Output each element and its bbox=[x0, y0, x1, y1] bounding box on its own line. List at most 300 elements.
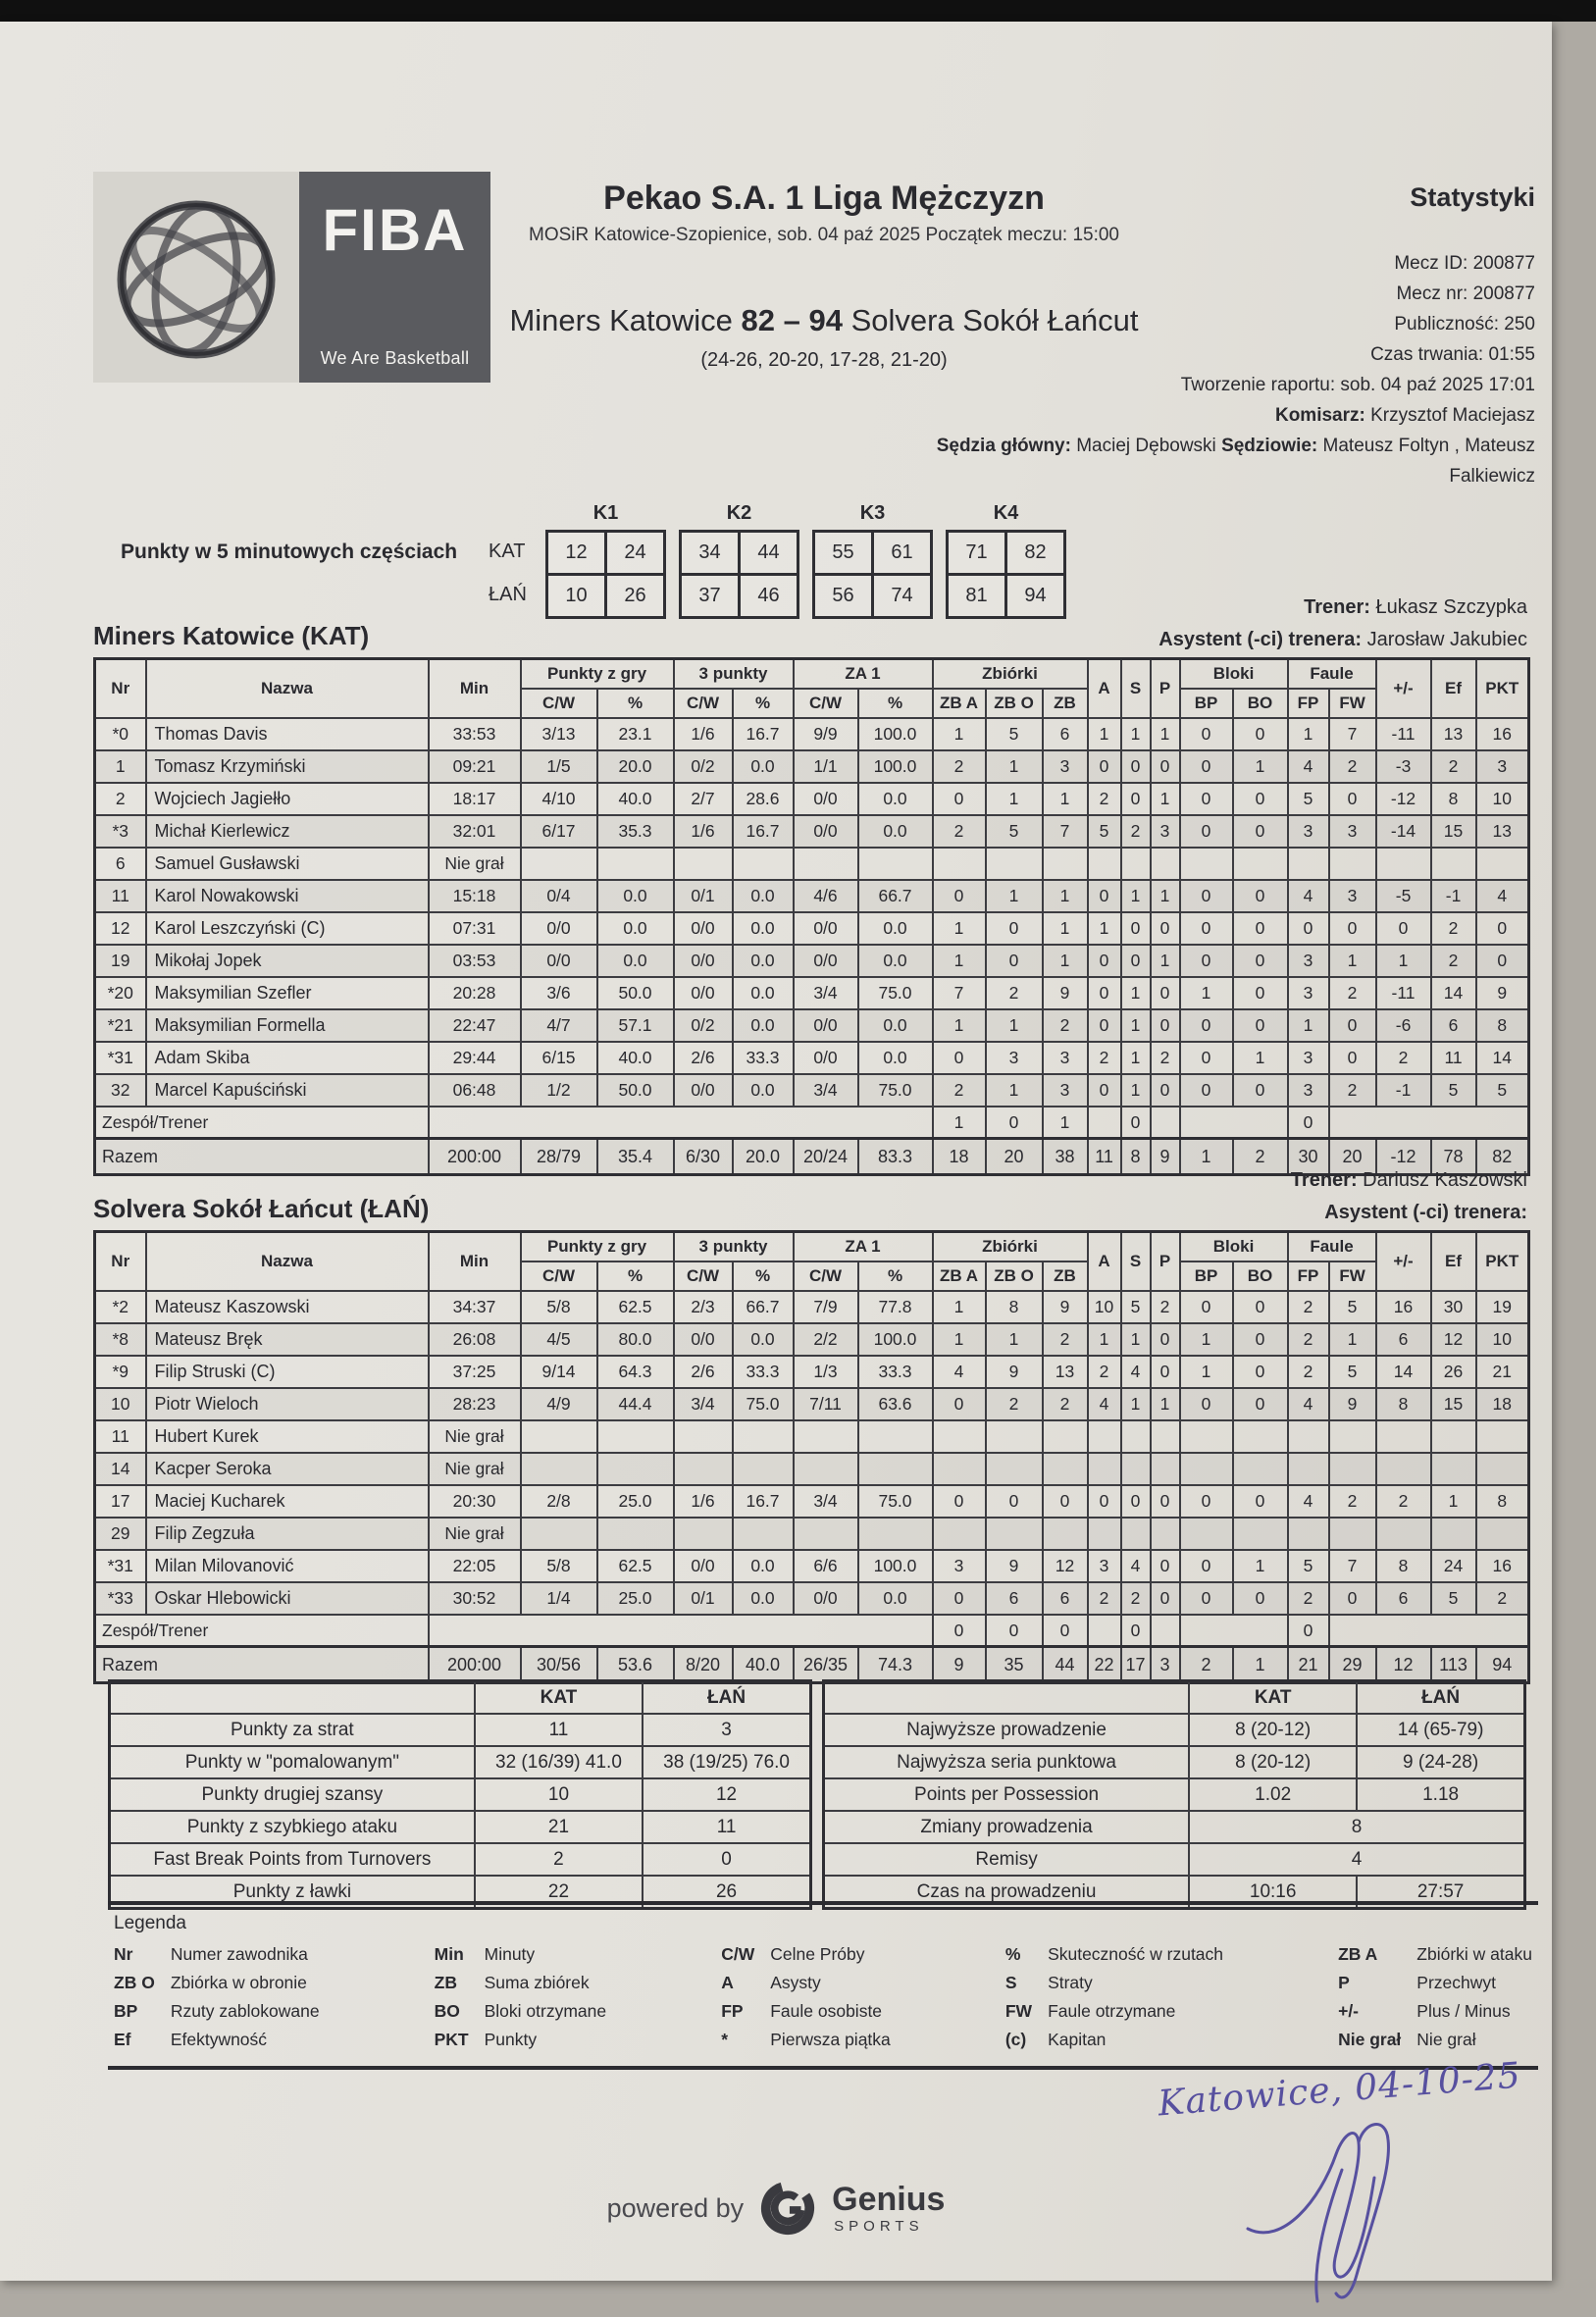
stat-cell: 13 bbox=[1043, 1356, 1088, 1388]
stat-cell: 0 bbox=[1151, 912, 1180, 945]
player-row bbox=[95, 1042, 1529, 1074]
stat-cell: 21 bbox=[1476, 1356, 1529, 1388]
stat-cell bbox=[1233, 1420, 1288, 1453]
stat-cell: 2 bbox=[1121, 1582, 1151, 1615]
totals-stat-cell: 9 bbox=[1151, 1139, 1180, 1175]
totals-stat-cell: 11 bbox=[1088, 1139, 1121, 1175]
stat-cell: 44.4 bbox=[597, 1388, 674, 1420]
stat-cell bbox=[1431, 848, 1476, 880]
stat-cell: 1/1 bbox=[794, 750, 858, 783]
legend-abbr: C/W bbox=[721, 1944, 755, 1964]
stat-cell: 0.0 bbox=[858, 815, 933, 848]
stat-cell: 3 bbox=[1043, 1074, 1088, 1107]
player-number: 14 bbox=[95, 1453, 146, 1485]
fiba-wordmark: FIBA bbox=[322, 197, 468, 263]
blank-cell bbox=[1151, 1107, 1180, 1139]
stat-cell: 0 bbox=[986, 945, 1043, 977]
player-name: Maksymilian Formella bbox=[146, 1009, 429, 1042]
stat-cell: 0 bbox=[986, 1485, 1043, 1518]
stat-cell: 0/0 bbox=[794, 912, 858, 945]
stat-cell: 2 bbox=[933, 750, 986, 783]
stat-cell bbox=[1180, 1453, 1233, 1485]
column-subheader: ZB A bbox=[933, 689, 986, 718]
stat-cell bbox=[933, 1453, 986, 1485]
stat-cell: 9 bbox=[1043, 1291, 1088, 1323]
minutes-cell: 28:23 bbox=[429, 1388, 521, 1420]
genius-label: Genius bbox=[832, 2181, 946, 2218]
stat-cell: 0 bbox=[1180, 1388, 1233, 1420]
comparison-header bbox=[824, 1681, 1190, 1715]
comparison-table-leads bbox=[822, 1679, 1526, 1910]
legend-abbr: * bbox=[721, 2030, 728, 2049]
player-number: *31 bbox=[95, 1042, 146, 1074]
totals-stat-cell: 2 bbox=[1233, 1139, 1288, 1175]
comparison-label: Points per Possession bbox=[824, 1778, 1190, 1811]
column-subheader: C/W bbox=[521, 1261, 597, 1291]
quarter-scores-inline: (24-26, 20-20, 17-28, 21-20) bbox=[700, 349, 948, 371]
stat-cell: 75.0 bbox=[858, 1074, 933, 1107]
player-name: Maksymilian Szefler bbox=[146, 977, 429, 1009]
stat-cell: 1 bbox=[1088, 1323, 1121, 1356]
stat-cell: 0 bbox=[1151, 1323, 1180, 1356]
stat-cell: 1 bbox=[933, 1291, 986, 1323]
stat-cell bbox=[1088, 1453, 1121, 1485]
stat-cell: 3/4 bbox=[794, 977, 858, 1009]
column-subheader: % bbox=[597, 1261, 674, 1291]
minutes-cell: 37:25 bbox=[429, 1356, 521, 1388]
stat-cell bbox=[1376, 1453, 1431, 1485]
comparison-kat-value: 10 bbox=[475, 1778, 643, 1811]
stat-cell bbox=[1431, 1453, 1476, 1485]
stat-cell: 1 bbox=[1180, 977, 1233, 1009]
legend-abbr: FP bbox=[721, 2001, 744, 2021]
legend-abbr: BP bbox=[114, 2001, 138, 2021]
totals-stat-cell: 38 bbox=[1043, 1139, 1088, 1175]
stat-cell bbox=[858, 848, 933, 880]
stat-cell bbox=[858, 1518, 933, 1550]
stat-cell: 75.0 bbox=[733, 1388, 794, 1420]
stat-cell: 16.7 bbox=[733, 815, 794, 848]
column-group-header: P bbox=[1151, 659, 1180, 719]
player-name: Karol Leszczyński (C) bbox=[146, 912, 429, 945]
column-subheader: FW bbox=[1329, 1261, 1376, 1291]
box-score-table bbox=[93, 1230, 1530, 1684]
stat-cell: 1/6 bbox=[674, 718, 733, 750]
stat-cell: 5 bbox=[1329, 1356, 1376, 1388]
stat-cell bbox=[1180, 848, 1233, 880]
stat-cell bbox=[1233, 848, 1288, 880]
stat-cell: 4 bbox=[1288, 750, 1329, 783]
stat-cell: 3 bbox=[1088, 1550, 1121, 1582]
stat-cell: 0 bbox=[1329, 1042, 1376, 1074]
period-label: K3 bbox=[859, 502, 886, 524]
stat-cell: 0 bbox=[1151, 977, 1180, 1009]
venue-date-line: MOSiR Katowice-Szopienice, sob. 04 paź 2025 Początek meczu: 15:00 bbox=[529, 225, 1119, 245]
stat-cell: 1 bbox=[986, 1009, 1043, 1042]
legend-definition: Kapitan bbox=[1048, 2030, 1107, 2049]
blank-cell bbox=[1151, 1615, 1180, 1647]
stat-cell: 3/4 bbox=[674, 1388, 733, 1420]
comparison-lan-value: 3 bbox=[643, 1714, 810, 1746]
league-title: Pekao S.A. 1 Liga Mężczyzn bbox=[603, 180, 1045, 217]
stat-cell: 1 bbox=[1151, 945, 1180, 977]
totals-stat-cell: 18 bbox=[933, 1139, 986, 1175]
stat-cell: 23.1 bbox=[597, 718, 674, 750]
legend-definition: Skuteczność w rzutach bbox=[1048, 1944, 1224, 1964]
duration-line: Czas trwania: 01:55 bbox=[1370, 344, 1535, 365]
stat-cell bbox=[597, 1453, 674, 1485]
legend-abbr: ZB bbox=[434, 1973, 457, 1992]
stat-cell: 3 bbox=[986, 1042, 1043, 1074]
stat-cell: 100.0 bbox=[858, 1323, 933, 1356]
stat-cell: 100.0 bbox=[858, 750, 933, 783]
totals-stat-cell: 9 bbox=[933, 1647, 986, 1683]
stat-cell: 10 bbox=[1476, 1323, 1529, 1356]
player-row bbox=[95, 1453, 1529, 1485]
stat-cell: 0 bbox=[1043, 1485, 1088, 1518]
stat-cell: 8 bbox=[1476, 1485, 1529, 1518]
stat-cell: 16 bbox=[1476, 1550, 1529, 1582]
stat-cell: 0 bbox=[1121, 912, 1151, 945]
stat-cell bbox=[674, 1518, 733, 1550]
stat-cell: 1 bbox=[1121, 880, 1151, 912]
legend-abbr: ZB A bbox=[1338, 1944, 1378, 1964]
stat-cell: 2 bbox=[1088, 1356, 1121, 1388]
player-name: Piotr Wieloch bbox=[146, 1388, 429, 1420]
quarter-score-cell: 94 bbox=[1006, 575, 1065, 618]
blank-cell bbox=[1180, 1107, 1288, 1139]
stat-cell: 0 bbox=[1088, 945, 1121, 977]
stat-cell bbox=[1151, 1420, 1180, 1453]
legend-definition: Straty bbox=[1048, 1973, 1093, 1992]
stat-cell bbox=[1288, 1518, 1329, 1550]
stat-cell: 16.7 bbox=[733, 1485, 794, 1518]
player-name: Mateusz Bręk bbox=[146, 1323, 429, 1356]
stat-cell: 1/4 bbox=[521, 1582, 597, 1615]
stat-cell bbox=[1288, 848, 1329, 880]
stat-cell bbox=[794, 1518, 858, 1550]
stat-cell: 1 bbox=[1288, 718, 1329, 750]
stat-cell: 0 bbox=[1151, 1356, 1180, 1388]
minutes-cell: 03:53 bbox=[429, 945, 521, 977]
player-row bbox=[95, 718, 1529, 750]
stat-cell: 50.0 bbox=[597, 1074, 674, 1107]
stat-cell: 0.0 bbox=[733, 912, 794, 945]
quarter-score-cell: 34 bbox=[681, 532, 740, 575]
stat-cell: 0 bbox=[933, 880, 986, 912]
stat-cell: 2 bbox=[1431, 945, 1476, 977]
stat-cell: 6 bbox=[1376, 1582, 1431, 1615]
stat-cell: 8 bbox=[1376, 1388, 1431, 1420]
column-subheader: % bbox=[733, 689, 794, 718]
minutes-cell: 22:05 bbox=[429, 1550, 521, 1582]
totals-stat-cell: 29 bbox=[1329, 1647, 1376, 1683]
stat-cell: 64.3 bbox=[597, 1356, 674, 1388]
stat-cell: 1 bbox=[1233, 1550, 1288, 1582]
legend-abbr: PKT bbox=[434, 2030, 469, 2049]
stat-cell: 0/0 bbox=[794, 783, 858, 815]
stat-cell: 3 bbox=[1043, 750, 1088, 783]
stat-cell: 0/0 bbox=[674, 1323, 733, 1356]
stat-cell: 2 bbox=[1043, 1009, 1088, 1042]
team-row-label: Zespół/Trener bbox=[95, 1107, 429, 1139]
comparison-row bbox=[824, 1714, 1525, 1746]
player-name: Mateusz Kaszowski bbox=[146, 1291, 429, 1323]
stat-cell: 3 bbox=[1329, 815, 1376, 848]
player-row bbox=[95, 750, 1529, 783]
column-group-header: +/- bbox=[1376, 1232, 1431, 1292]
column-group-header: Bloki bbox=[1180, 659, 1288, 690]
player-row bbox=[95, 1582, 1529, 1615]
totals-stat-cell: 74.3 bbox=[858, 1647, 933, 1683]
player-number: *21 bbox=[95, 1009, 146, 1042]
stats-panel-title: Statystyki bbox=[1410, 182, 1535, 212]
stat-cell: 0 bbox=[1151, 1550, 1180, 1582]
assistant-line: Asystent (-ci) trenera: bbox=[1324, 1202, 1527, 1223]
legend-definition: Asysty bbox=[770, 1973, 821, 1992]
legend-definition: Pierwsza piątka bbox=[770, 2030, 891, 2049]
basketball-wireframe-icon bbox=[93, 172, 299, 383]
team-zbo-cell: 0 bbox=[986, 1615, 1043, 1647]
player-row bbox=[95, 1074, 1529, 1107]
stat-cell: 0.0 bbox=[858, 945, 933, 977]
player-number: 10 bbox=[95, 1388, 146, 1420]
legend-definition: Numer zawodnika bbox=[170, 1944, 308, 1964]
column-group-header: Zbiórki bbox=[933, 1232, 1088, 1262]
legend-definition: Plus / Minus bbox=[1416, 2001, 1511, 2021]
stat-cell: 25.0 bbox=[597, 1582, 674, 1615]
totals-minutes: 200:00 bbox=[429, 1139, 521, 1175]
stat-cell bbox=[1288, 1453, 1329, 1485]
column-group-header: Nazwa bbox=[146, 1232, 429, 1292]
comparison-kat-value: 22 bbox=[475, 1876, 643, 1909]
totals-stat-cell: 35 bbox=[986, 1647, 1043, 1683]
stat-cell: 0/0 bbox=[794, 1042, 858, 1074]
comparison-label: Punkty w "pomalowanym" bbox=[110, 1746, 475, 1778]
stat-cell: 0.0 bbox=[733, 1582, 794, 1615]
stat-cell: 1 bbox=[1233, 750, 1288, 783]
comparison-header: KAT bbox=[1189, 1681, 1357, 1715]
legend-abbr: S bbox=[1004, 1973, 1017, 1992]
stat-cell: 0 bbox=[1233, 1582, 1288, 1615]
stat-cell: 0 bbox=[933, 1388, 986, 1420]
quarter-score-cell: 46 bbox=[740, 575, 798, 618]
stat-cell: 1 bbox=[1180, 1356, 1233, 1388]
totals-stat-cell: 12 bbox=[1376, 1647, 1431, 1683]
column-group-header: ZA 1 bbox=[794, 1232, 933, 1262]
comparison-label: Czas na prowadzeniu bbox=[824, 1876, 1190, 1909]
stat-cell: 0 bbox=[1233, 1074, 1288, 1107]
stat-cell: 1 bbox=[1121, 977, 1151, 1009]
stat-cell: 1/2 bbox=[521, 1074, 597, 1107]
minutes-cell: 33:53 bbox=[429, 718, 521, 750]
stat-cell: 1 bbox=[1121, 1323, 1151, 1356]
stat-cell: 0.0 bbox=[858, 1009, 933, 1042]
player-name: Michał Kierlewicz bbox=[146, 815, 429, 848]
home-team-name: Miners Katowice bbox=[509, 303, 733, 337]
stat-cell: -12 bbox=[1376, 783, 1431, 815]
stat-cell: 0/0 bbox=[674, 912, 733, 945]
legend-definition: Zbiórki w ataku bbox=[1416, 1944, 1532, 1964]
stat-cell: 0 bbox=[1288, 912, 1329, 945]
stat-cell: 6 bbox=[986, 1582, 1043, 1615]
stat-cell: 5 bbox=[1121, 1291, 1151, 1323]
comparison-label: Punkty drugiej szansy bbox=[110, 1778, 475, 1811]
stat-cell: 2 bbox=[933, 815, 986, 848]
stat-cell: 13 bbox=[1476, 815, 1529, 848]
comparison-lan-value: 27:57 bbox=[1357, 1876, 1524, 1909]
minutes-cell: 29:44 bbox=[429, 1042, 521, 1074]
stat-cell: 2 bbox=[933, 1074, 986, 1107]
stat-cell: 0 bbox=[1180, 912, 1233, 945]
assistant-line: Asystent (-ci) trenera: Jarosław Jakubiec bbox=[1158, 629, 1527, 650]
stat-cell: 3 bbox=[1288, 1042, 1329, 1074]
stat-cell: 1 bbox=[986, 880, 1043, 912]
stat-cell: 0 bbox=[933, 1042, 986, 1074]
stat-cell: 1 bbox=[933, 1009, 986, 1042]
stat-cell: 0 bbox=[1233, 783, 1288, 815]
quarters-team-kat: KAT bbox=[489, 541, 526, 562]
comparison-row bbox=[824, 1746, 1525, 1778]
stat-cell: -11 bbox=[1376, 718, 1431, 750]
stat-cell: 4 bbox=[1088, 1388, 1121, 1420]
stat-cell: 5 bbox=[1288, 1550, 1329, 1582]
column-group-header: Ef bbox=[1431, 1232, 1476, 1292]
stat-cell: 0/0 bbox=[674, 945, 733, 977]
column-group-header: Zbiórki bbox=[933, 659, 1088, 690]
comparison-header: KAT bbox=[475, 1681, 643, 1715]
player-name: Samuel Gusławski bbox=[146, 848, 429, 880]
stat-cell: 11 bbox=[1431, 1042, 1476, 1074]
player-number: 11 bbox=[95, 1420, 146, 1453]
stat-cell: 6/6 bbox=[794, 1550, 858, 1582]
handwritten-note: Katowice, 04-10-25 bbox=[1157, 2055, 1523, 2125]
blank-cell bbox=[1329, 1615, 1529, 1647]
stat-cell: 2 bbox=[1376, 1485, 1431, 1518]
stat-cell: 8 bbox=[1376, 1550, 1431, 1582]
comparison-kat-value: 8 (20-12) bbox=[1189, 1714, 1357, 1746]
stat-cell: 2 bbox=[1088, 1582, 1121, 1615]
sports-label: SPORTS bbox=[834, 2218, 924, 2235]
stat-cell: 0 bbox=[1233, 1323, 1288, 1356]
stat-cell bbox=[1043, 848, 1088, 880]
stat-cell: 25.0 bbox=[597, 1485, 674, 1518]
stat-cell: 0 bbox=[1180, 1550, 1233, 1582]
stat-cell bbox=[521, 1453, 597, 1485]
legend-column bbox=[1338, 1944, 1532, 2050]
stat-cell bbox=[1233, 1453, 1288, 1485]
comparison-lan-value: 12 bbox=[643, 1778, 810, 1811]
stat-cell: 1 bbox=[1121, 1042, 1151, 1074]
player-number: *31 bbox=[95, 1550, 146, 1582]
player-number: 2 bbox=[95, 783, 146, 815]
stat-cell: 50.0 bbox=[597, 977, 674, 1009]
stat-cell bbox=[674, 1453, 733, 1485]
comparison-label: Punkty z szybkiego ataku bbox=[110, 1811, 475, 1843]
stat-cell bbox=[1043, 1420, 1088, 1453]
totals-stat-cell: 3 bbox=[1151, 1647, 1180, 1683]
stat-cell: 30 bbox=[1431, 1291, 1476, 1323]
stat-cell: 1 bbox=[1121, 718, 1151, 750]
comparison-span-value: 4 bbox=[1189, 1843, 1524, 1876]
stat-cell bbox=[1288, 1420, 1329, 1453]
stat-cell: 0 bbox=[1233, 1388, 1288, 1420]
stat-cell: 1 bbox=[1043, 783, 1088, 815]
stat-cell: 0 bbox=[986, 912, 1043, 945]
stat-cell bbox=[1329, 1518, 1376, 1550]
stat-cell: 6 bbox=[1376, 1323, 1431, 1356]
column-subheader: % bbox=[858, 1261, 933, 1291]
stat-cell: 1 bbox=[986, 750, 1043, 783]
comparison-row bbox=[824, 1778, 1525, 1811]
player-name: Filip Struski (C) bbox=[146, 1356, 429, 1388]
totals-stat-cell: 1 bbox=[1180, 1139, 1233, 1175]
stat-cell bbox=[733, 1518, 794, 1550]
stat-cell: 1 bbox=[1151, 1388, 1180, 1420]
team-section-lan bbox=[93, 1169, 1527, 1684]
team-section-kat bbox=[93, 596, 1527, 1176]
totals-stat-cell: 94 bbox=[1476, 1647, 1529, 1683]
column-group-header: PKT bbox=[1476, 659, 1529, 719]
stat-cell: 62.5 bbox=[597, 1550, 674, 1582]
legend-definition: Efektywność bbox=[170, 2030, 268, 2049]
final-score: 82 – 94 bbox=[741, 303, 843, 337]
stat-cell: 4 bbox=[933, 1356, 986, 1388]
totals-stat-cell: 30 bbox=[1288, 1139, 1329, 1175]
stat-cell: 2 bbox=[1288, 1323, 1329, 1356]
player-number: 12 bbox=[95, 912, 146, 945]
column-subheader: BP bbox=[1180, 1261, 1233, 1291]
quarter-score-cell: 24 bbox=[606, 532, 665, 575]
column-group-header: 3 punkty bbox=[674, 1232, 794, 1262]
stat-cell: 0/0 bbox=[674, 1550, 733, 1582]
team-totals-row bbox=[95, 1615, 1529, 1647]
stat-cell: 5 bbox=[1288, 783, 1329, 815]
column-subheader: C/W bbox=[674, 1261, 733, 1291]
minutes-cell: 20:28 bbox=[429, 977, 521, 1009]
genius-sports-wordmark bbox=[832, 2183, 945, 2234]
legend-column bbox=[114, 1944, 320, 2050]
player-row bbox=[95, 1550, 1529, 1582]
stat-cell bbox=[986, 1420, 1043, 1453]
totals-stat-cell: 1 bbox=[1233, 1647, 1288, 1683]
stat-cell: 0 bbox=[1180, 945, 1233, 977]
team-fp-cell: 0 bbox=[1288, 1107, 1329, 1139]
player-row bbox=[95, 783, 1529, 815]
stat-cell bbox=[733, 1453, 794, 1485]
stat-cell: 0.0 bbox=[733, 1550, 794, 1582]
stat-cell: 100.0 bbox=[858, 718, 933, 750]
minutes-cell: 22:47 bbox=[429, 1009, 521, 1042]
stat-cell: 2 bbox=[1431, 750, 1476, 783]
stat-cell bbox=[1233, 1518, 1288, 1550]
stat-cell: 4/7 bbox=[521, 1009, 597, 1042]
totals-stat-cell: 26/35 bbox=[794, 1647, 858, 1683]
stat-cell: 1 bbox=[1088, 718, 1121, 750]
comparison-lan-value: 11 bbox=[643, 1811, 810, 1843]
stat-cell: 5 bbox=[1088, 815, 1121, 848]
stat-cell bbox=[1329, 1453, 1376, 1485]
stat-cell bbox=[1151, 1453, 1180, 1485]
stat-cell: 2 bbox=[1376, 1042, 1431, 1074]
stat-cell: 1/5 bbox=[521, 750, 597, 783]
stat-cell bbox=[674, 1420, 733, 1453]
stat-cell: 26 bbox=[1431, 1356, 1476, 1388]
comparison-lan-value: 26 bbox=[643, 1876, 810, 1909]
totals-stat-cell: 17 bbox=[1121, 1647, 1151, 1683]
stat-cell: 0 bbox=[1088, 1009, 1121, 1042]
stat-cell: 0 bbox=[1151, 750, 1180, 783]
